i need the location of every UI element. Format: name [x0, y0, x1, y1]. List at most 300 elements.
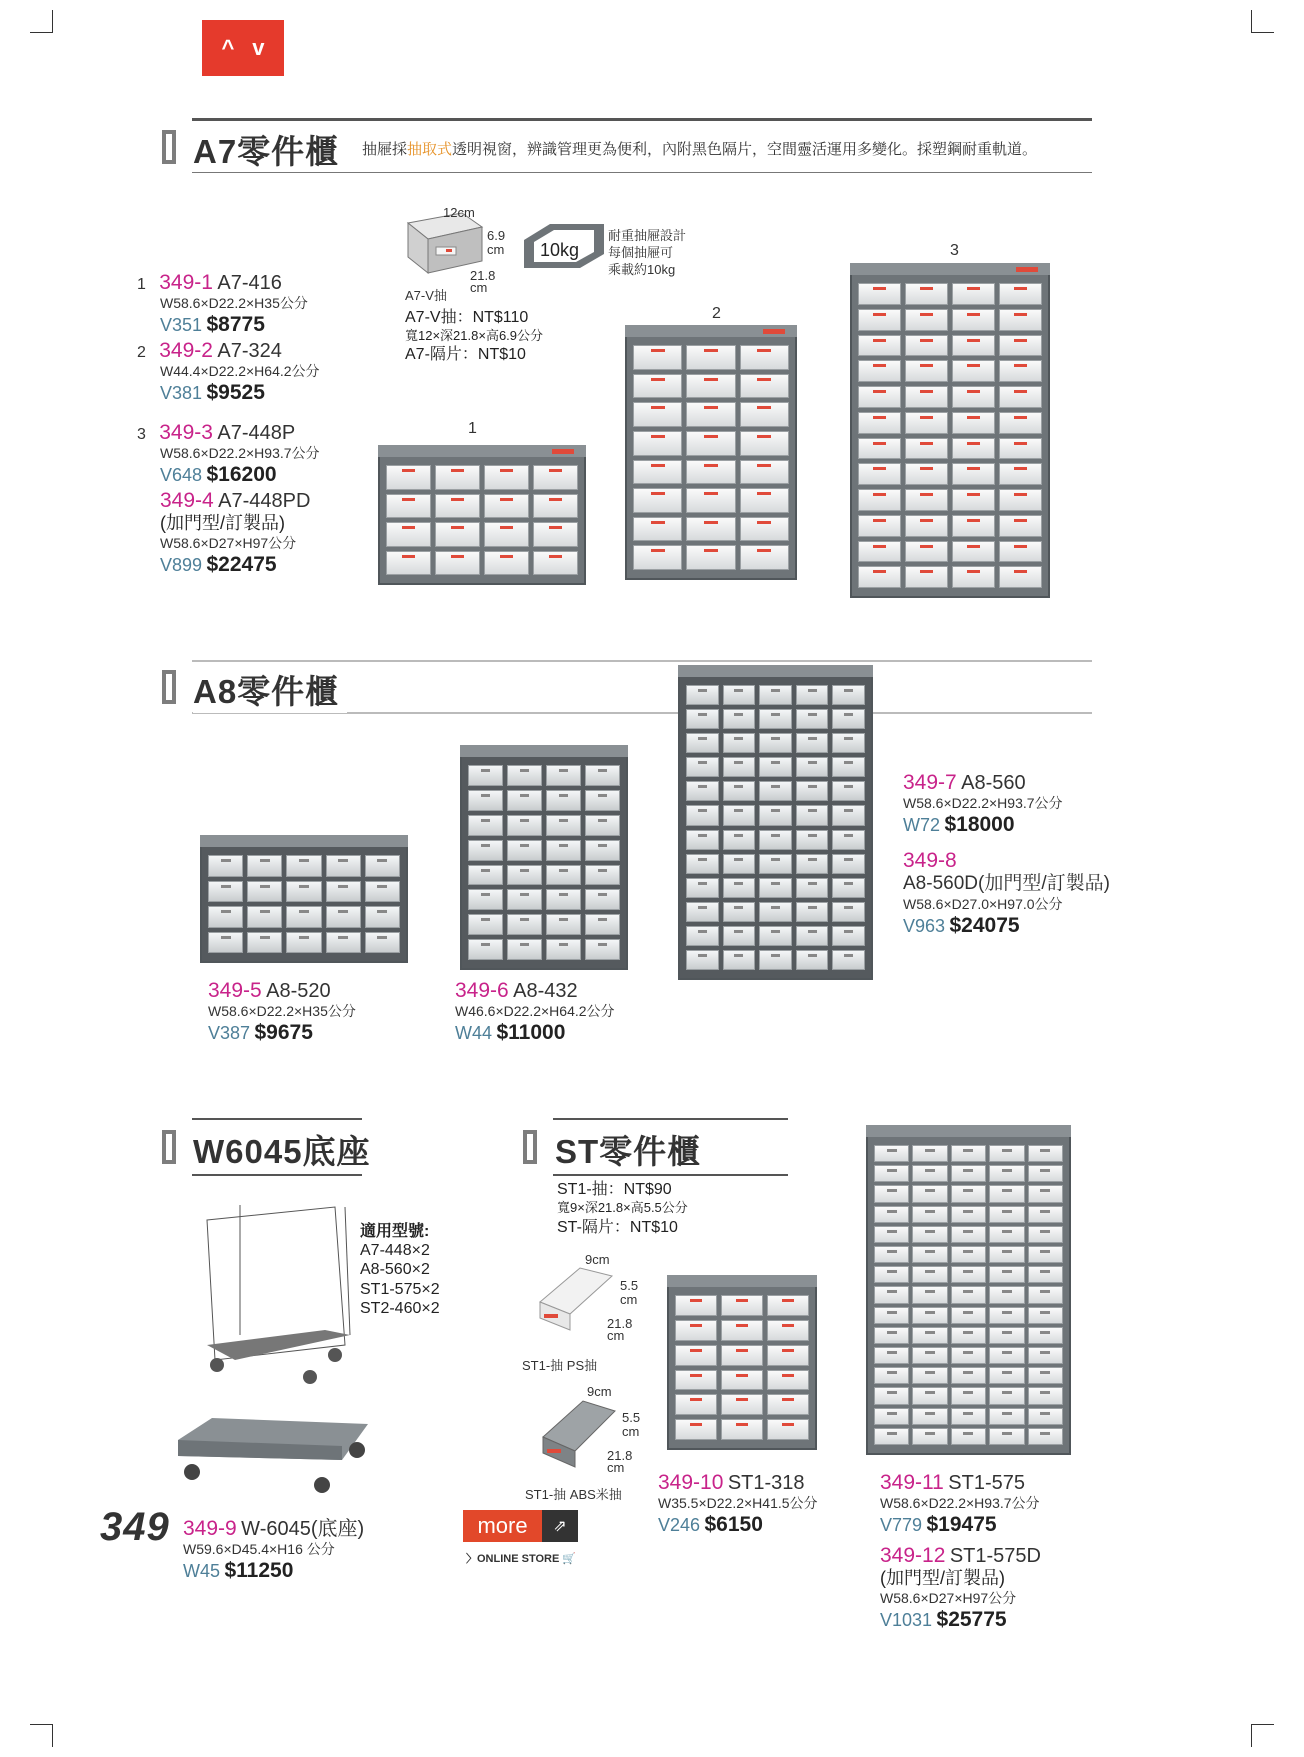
drawer	[721, 1370, 763, 1391]
drawer	[533, 551, 578, 576]
drawer	[767, 1320, 809, 1341]
drawer	[999, 541, 1042, 563]
drawer	[951, 1428, 986, 1445]
drawer	[686, 345, 735, 370]
product-code: 349-12	[880, 1544, 946, 1567]
product-vcode: V648	[160, 464, 203, 485]
drawer	[759, 757, 792, 777]
st-fig2-height-unit: cm	[622, 1424, 640, 1439]
product-dimensions: W58.6×D22.2×H93.7公分	[903, 795, 1063, 812]
drawer	[912, 1286, 947, 1303]
drawer	[585, 840, 620, 861]
drawer	[208, 932, 243, 954]
product-price: $16200	[206, 462, 277, 486]
drawer	[759, 926, 792, 946]
drawer	[951, 1307, 986, 1324]
product-model: A8-520	[266, 980, 331, 1002]
drawer	[546, 939, 581, 960]
drawer	[905, 360, 948, 382]
product-model: A8-560D(加門型/訂製品)	[903, 873, 1110, 895]
drawer	[507, 939, 542, 960]
drawer	[686, 685, 719, 705]
drawer	[468, 914, 503, 935]
product-code: 349-3	[159, 421, 213, 444]
a8-product-8	[903, 848, 1110, 938]
drawer	[912, 1428, 947, 1445]
product-dimensions: W58.6×D22.2×H35公分	[160, 295, 308, 312]
a7-fig-depth-unit: cm	[470, 280, 488, 295]
drawer	[686, 488, 735, 513]
drawer	[1028, 1286, 1063, 1303]
drawer	[832, 757, 865, 777]
product-price: $9675	[254, 1020, 313, 1044]
a7-product-4	[160, 488, 310, 577]
drawer	[905, 309, 948, 331]
drawer	[951, 1408, 986, 1425]
drawer	[989, 1286, 1024, 1303]
product-model: ST1-318	[727, 1472, 805, 1494]
drawer	[721, 1419, 763, 1440]
drawer	[723, 926, 756, 946]
drawer	[546, 889, 581, 910]
product-price: $24075	[949, 913, 1020, 937]
product-model: W-6045(底座)	[241, 1518, 365, 1540]
fit-item: ST2-460×2	[360, 1299, 440, 1317]
drawer	[365, 932, 400, 954]
a8-title: A8零件櫃	[193, 666, 347, 713]
drawer	[989, 1246, 1024, 1263]
drawer	[740, 345, 789, 370]
drawer	[912, 1307, 947, 1324]
product-model: A7-448P	[217, 422, 296, 444]
product-vcode: V387	[208, 1022, 251, 1043]
drawer	[905, 335, 948, 357]
a8-rule-top	[192, 660, 1092, 662]
drawer	[675, 1370, 717, 1391]
drawer	[905, 489, 948, 511]
drawer-grid	[633, 345, 789, 570]
drawer	[951, 1367, 986, 1384]
drawer	[1028, 1428, 1063, 1445]
online-store-link[interactable]: 〉ONLINE STORE 🛒	[466, 1553, 577, 1565]
drawer	[507, 914, 542, 935]
drawer	[546, 815, 581, 836]
st-fig1-label: ST1-抽 PS抽	[522, 1358, 598, 1373]
drawer-grid	[874, 1145, 1063, 1445]
drawer	[874, 1408, 909, 1425]
drawer	[874, 1246, 909, 1263]
fig-label-1: 1	[468, 420, 477, 437]
drawer	[989, 1185, 1024, 1202]
drawer	[832, 878, 865, 898]
drawer	[507, 889, 542, 910]
drawer	[1028, 1246, 1063, 1263]
st-product-11	[880, 1470, 1040, 1537]
product-vcode: V963	[903, 915, 946, 936]
drawer	[326, 906, 361, 928]
drawer	[796, 830, 829, 850]
drawer	[832, 685, 865, 705]
drawer	[386, 465, 431, 490]
drawer	[633, 488, 682, 513]
cabinet-a8-432	[460, 755, 628, 970]
product-index: 1	[137, 276, 146, 293]
chevron-up-icon[interactable]: ^	[221, 35, 235, 60]
product-vcode: V351	[160, 314, 203, 335]
drawer	[723, 950, 756, 970]
drawer	[546, 865, 581, 886]
product-dimensions: W58.6×D22.2×H93.7公分	[880, 1495, 1040, 1512]
drawer	[951, 1206, 986, 1223]
fig-label-3: 3	[950, 242, 959, 259]
drawer	[585, 815, 620, 836]
product-code: 349-1	[159, 271, 213, 294]
drawer	[723, 781, 756, 801]
drawer	[759, 781, 792, 801]
drawer	[952, 309, 995, 331]
brand-tag	[552, 449, 574, 454]
drawer	[952, 566, 995, 588]
drawer	[468, 765, 503, 786]
drawer	[633, 460, 682, 485]
product-dimensions: W46.6×D22.2×H64.2公分	[455, 1003, 615, 1020]
brand-tag	[763, 329, 785, 334]
product-model: ST1-575	[948, 1472, 1026, 1494]
a7-product-3	[137, 420, 320, 487]
drawer-grid	[686, 685, 865, 970]
drawer	[796, 854, 829, 874]
drawer	[796, 950, 829, 970]
drawer	[759, 902, 792, 922]
drawer	[759, 830, 792, 850]
product-index: 3	[137, 426, 146, 443]
drawer	[874, 1387, 909, 1404]
drawer	[874, 1266, 909, 1283]
drawer	[247, 932, 282, 954]
w6045-product	[183, 1516, 364, 1583]
drawer	[989, 1226, 1024, 1243]
a7-fig-height: 6.9	[487, 228, 506, 243]
drawer	[286, 881, 321, 903]
crop-mark-bottom-left	[30, 1724, 53, 1747]
drawer	[912, 1367, 947, 1384]
product-note: (加門型/訂製品)	[880, 1568, 1005, 1589]
drawer	[989, 1266, 1024, 1283]
drawer	[767, 1370, 809, 1391]
drawer-grid	[858, 283, 1042, 588]
drawer	[533, 465, 578, 490]
drawer	[952, 283, 995, 305]
product-code: 349-5	[208, 979, 262, 1002]
crop-mark-bottom-right	[1251, 1724, 1274, 1747]
drawer	[723, 685, 756, 705]
drawer	[208, 881, 243, 903]
product-price: $8775	[206, 312, 265, 336]
drawer	[858, 489, 901, 511]
drawer	[999, 463, 1042, 485]
fit-item: ST1-575×2	[360, 1280, 440, 1298]
product-dimensions: W58.6×D22.2×H35公分	[208, 1003, 356, 1020]
drawer	[874, 1286, 909, 1303]
drawer	[721, 1394, 763, 1415]
drawer	[740, 545, 789, 570]
drawer	[723, 709, 756, 729]
drawer	[905, 566, 948, 588]
drawer	[999, 360, 1042, 382]
drawer	[912, 1246, 947, 1263]
drawer	[874, 1226, 909, 1243]
fits-title: 適用型號:	[360, 1223, 430, 1240]
drawer	[1028, 1408, 1063, 1425]
product-dimensions: W59.6×D45.4×H16 公分	[183, 1541, 335, 1558]
drawer	[585, 939, 620, 960]
drawer	[365, 881, 400, 903]
drawer	[1028, 1145, 1063, 1162]
a7-desc-post: 透明視窗，辨識管理更為便利，內附黑色隔片，空間靈活運用多變化。採塑鋼耐重軌道。	[452, 141, 1038, 158]
drawer	[468, 865, 503, 886]
drawer	[686, 830, 719, 850]
drawer	[740, 488, 789, 513]
drawer	[796, 805, 829, 825]
drawer	[723, 805, 756, 825]
drawer	[989, 1408, 1024, 1425]
drawer	[721, 1320, 763, 1341]
drawer	[286, 855, 321, 877]
drawer	[912, 1206, 947, 1223]
drawer	[796, 757, 829, 777]
drawer	[912, 1387, 947, 1404]
drawer	[952, 541, 995, 563]
chevron-down-icon[interactable]: v	[252, 35, 265, 60]
drawer	[951, 1165, 986, 1182]
drawer	[723, 757, 756, 777]
drawer	[989, 1165, 1024, 1182]
drawer	[999, 335, 1042, 357]
drawer	[759, 950, 792, 970]
a8-product-6	[455, 978, 615, 1045]
cabinet-top	[460, 745, 628, 757]
st-fig2-width: 9cm	[587, 1384, 612, 1399]
fig-label-2: 2	[712, 305, 721, 322]
drawer	[740, 460, 789, 485]
a7-fig-width: 12cm	[443, 205, 475, 220]
drawer	[952, 360, 995, 382]
drawer	[686, 950, 719, 970]
drawer	[484, 551, 529, 576]
drawer	[585, 765, 620, 786]
product-model: A8-560	[961, 772, 1026, 794]
drawer	[874, 1327, 909, 1344]
drawer	[484, 522, 529, 547]
product-price: $25775	[936, 1607, 1007, 1631]
drawer	[208, 855, 243, 877]
product-price: $22475	[206, 552, 277, 576]
drawer	[633, 431, 682, 456]
drawer	[989, 1145, 1024, 1162]
drawer-grid	[386, 465, 578, 575]
drawer	[686, 431, 735, 456]
drawer	[675, 1295, 717, 1316]
drawer	[989, 1428, 1024, 1445]
more-button[interactable]	[463, 1510, 578, 1542]
drawer	[951, 1246, 986, 1263]
st-fig1-width: 9cm	[585, 1252, 610, 1267]
product-vcode: V246	[658, 1514, 701, 1535]
drawer	[905, 438, 948, 460]
drawer	[326, 881, 361, 903]
drawer	[912, 1185, 947, 1202]
a7-desc-highlight: 抽取式	[407, 141, 453, 158]
drawer	[1028, 1185, 1063, 1202]
drawer	[686, 902, 719, 922]
drawer	[723, 902, 756, 922]
drawer	[989, 1327, 1024, 1344]
drawer	[858, 438, 901, 460]
drawer	[507, 840, 542, 861]
drawer	[905, 412, 948, 434]
drawer	[585, 790, 620, 811]
a7-acc-divider-price: A7-隔片：NT$10	[405, 346, 526, 363]
product-price: $19475	[926, 1512, 997, 1536]
drawer	[989, 1387, 1024, 1404]
drawer	[796, 926, 829, 946]
drawer	[874, 1185, 909, 1202]
drawer	[832, 733, 865, 753]
drawer	[951, 1387, 986, 1404]
drawer	[435, 522, 480, 547]
drawer	[468, 840, 503, 861]
drawer	[675, 1394, 717, 1415]
drawer-grid	[468, 765, 620, 960]
drawer	[874, 1165, 909, 1182]
drawer	[326, 855, 361, 877]
cabinet-top	[667, 1275, 817, 1287]
st-rule-top	[553, 1118, 788, 1120]
drawer	[435, 494, 480, 519]
drawer	[767, 1394, 809, 1415]
drawer	[952, 438, 995, 460]
drawer	[832, 926, 865, 946]
drawer	[1028, 1367, 1063, 1384]
drawer	[1028, 1266, 1063, 1283]
product-code: 349-9	[183, 1517, 237, 1540]
drawer	[952, 335, 995, 357]
a8-product-7	[903, 770, 1063, 837]
product-dimensions: W58.6×D27×H97公分	[880, 1589, 1017, 1606]
drawer	[952, 412, 995, 434]
drawer	[686, 926, 719, 946]
drawer	[386, 522, 431, 547]
drawer	[951, 1226, 986, 1243]
product-code: 349-4	[160, 489, 214, 512]
drawer	[858, 283, 901, 305]
drawer	[686, 757, 719, 777]
a8-product-5	[208, 978, 356, 1045]
cabinet-a8-520	[200, 845, 408, 963]
drawer	[874, 1347, 909, 1364]
drawer	[858, 309, 901, 331]
drawer	[874, 1145, 909, 1162]
st-rule-bottom	[553, 1174, 788, 1176]
drawer	[912, 1347, 947, 1364]
drawer	[686, 709, 719, 729]
product-dimensions: W58.6×D27×H97公分	[160, 534, 297, 551]
drawer	[951, 1185, 986, 1202]
drawer	[999, 412, 1042, 434]
drawer	[686, 781, 719, 801]
w6045-section-marker	[162, 1130, 176, 1164]
drawer	[546, 840, 581, 861]
drawer	[832, 805, 865, 825]
page-nav	[202, 20, 284, 76]
share-icon: ⇗	[542, 1510, 578, 1542]
drawer	[989, 1206, 1024, 1223]
drawer	[723, 830, 756, 850]
drawer	[507, 790, 542, 811]
drawer	[546, 790, 581, 811]
drawer	[912, 1327, 947, 1344]
drawer	[484, 494, 529, 519]
drawer	[832, 902, 865, 922]
drawer	[468, 815, 503, 836]
drawer	[999, 386, 1042, 408]
drawer	[951, 1347, 986, 1364]
drawer	[858, 566, 901, 588]
product-code: 349-11	[880, 1471, 944, 1494]
drawer	[796, 733, 829, 753]
product-vcode: V1031	[880, 1609, 933, 1630]
drawer	[912, 1226, 947, 1243]
w6045-rule-top	[192, 1118, 362, 1120]
drawer	[767, 1345, 809, 1366]
drawer	[858, 515, 901, 537]
drawer	[858, 463, 901, 485]
product-price: $9525	[206, 380, 265, 404]
drawer	[999, 489, 1042, 511]
cabinet-st1-575	[866, 1135, 1071, 1455]
drawer	[386, 494, 431, 519]
drawer	[686, 402, 735, 427]
crop-mark-top-right	[1251, 10, 1274, 33]
drawer	[759, 805, 792, 825]
a8-section-marker	[162, 670, 176, 704]
cabinet-a7-324	[625, 335, 797, 580]
drawer	[952, 386, 995, 408]
base-frame-illustration	[195, 1195, 360, 1390]
drawer	[912, 1165, 947, 1182]
drawer	[796, 878, 829, 898]
drawer	[585, 889, 620, 910]
more-label: more	[477, 1513, 528, 1538]
drawer	[905, 515, 948, 537]
product-code: 349-7	[903, 771, 957, 794]
product-index: 2	[137, 344, 146, 361]
cabinet-a8-560	[678, 675, 873, 980]
product-vcode: W44	[455, 1022, 493, 1043]
drawer	[796, 781, 829, 801]
drawer	[874, 1428, 909, 1445]
drawer	[686, 374, 735, 399]
drawer	[989, 1347, 1024, 1364]
drawer	[952, 515, 995, 537]
drawer	[832, 830, 865, 850]
drawer	[326, 932, 361, 954]
drawer	[686, 517, 735, 542]
drawer	[858, 541, 901, 563]
st-fig2-height: 5.5	[622, 1410, 641, 1425]
drawer	[952, 489, 995, 511]
product-dimensions: W35.5×D22.2×H41.5公分	[658, 1495, 818, 1512]
